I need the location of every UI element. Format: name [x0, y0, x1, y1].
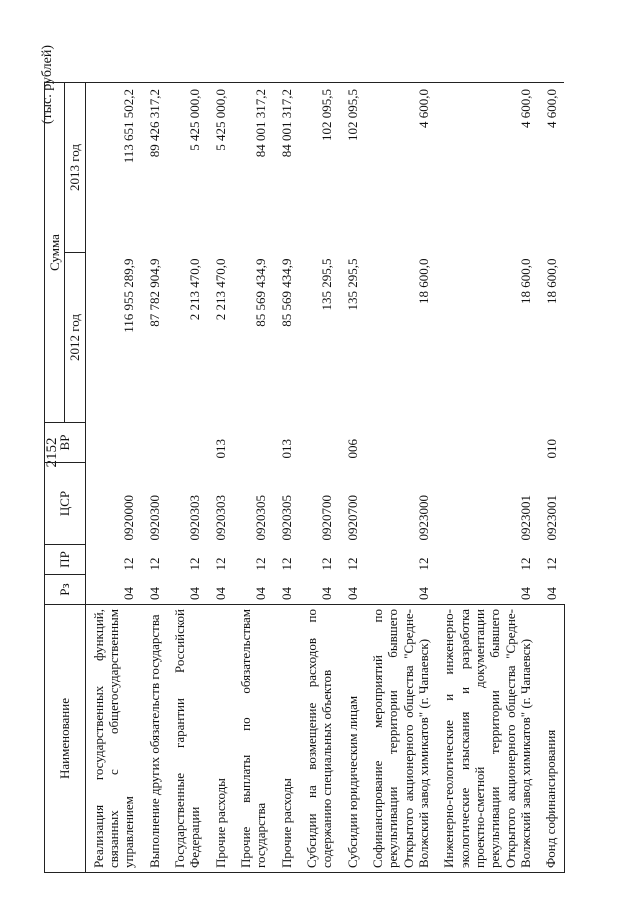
row-rz: 04: [187, 587, 203, 600]
row-rz: 04: [543, 587, 559, 600]
header-year-2013: 2013 год: [65, 83, 85, 253]
row-csr: 0920700: [319, 495, 335, 541]
row-name: Фонд софинансирования: [538, 605, 564, 873]
table-row: [208, 83, 233, 873]
row-csr: 0920303: [187, 495, 203, 541]
row-sum-2012: 85 569 434,9: [278, 258, 294, 327]
row-sum-2013: 84 001 317,2: [274, 83, 299, 253]
budget-table: [44, 82, 565, 873]
row-pr: 12: [517, 557, 533, 571]
row-name: Выполнение других обязательств государства: [142, 605, 167, 873]
row-sum-2012: 2 213 470,0: [187, 258, 203, 321]
row-rz: 04: [517, 587, 533, 600]
row-sum-2013: 113 651 502,2: [85, 83, 141, 253]
row-sum-2013: 4 600,0: [538, 83, 564, 253]
row-vr: [365, 423, 436, 463]
row-sum-2012: 18 600,0: [543, 258, 559, 304]
header-year-2012: 2012 год: [65, 253, 85, 423]
row-vr: 006: [344, 439, 360, 459]
row-sum-2013: 102 095,5: [299, 83, 340, 253]
row-sum-2013: 102 095,5: [340, 83, 365, 253]
row-pr: 12: [146, 557, 162, 571]
header-pr: ПР: [45, 545, 86, 575]
row-csr: 0920300: [146, 495, 162, 541]
table-body: [85, 83, 564, 873]
row-csr: 0923000: [415, 495, 431, 541]
table-row: [233, 83, 274, 873]
row-pr: 12: [319, 557, 335, 571]
row-vr: [436, 423, 538, 463]
row-rz: 04: [146, 587, 162, 600]
row-pr: 12: [212, 557, 228, 571]
table-row: [167, 83, 208, 873]
row-sum-2012: 87 782 904,9: [146, 258, 162, 327]
table-row: [299, 83, 340, 873]
row-vr: [167, 423, 208, 463]
row-name: Государственные гарантии Российской Федерации: [167, 605, 208, 873]
row-sum-2012: 85 569 434,9: [253, 258, 269, 327]
header-vr: ВР: [45, 423, 86, 463]
row-csr: 0920000: [121, 495, 137, 541]
row-csr: 0920305: [278, 495, 294, 541]
row-name: Субсидии на возмещение расходов по содержанию специальных объектов: [299, 605, 340, 873]
row-vr: [299, 423, 340, 463]
table-row: [436, 83, 538, 873]
row-rz: 04: [121, 587, 137, 600]
row-csr: 0923001: [517, 495, 533, 541]
row-vr: [142, 423, 167, 463]
row-sum-2013: 84 001 317,2: [233, 83, 274, 253]
row-vr: 013: [278, 439, 294, 459]
table-row: [142, 83, 167, 873]
row-name: Субсидии юридическим лицам: [340, 605, 365, 873]
row-name: Прочие выплаты по обязательствам государства: [233, 605, 274, 873]
header-rz: Рз: [45, 575, 86, 605]
header-name: Наименование: [45, 605, 86, 873]
row-name: Прочие расходы: [208, 605, 233, 873]
row-sum-2012: 18 600,0: [415, 258, 431, 304]
row-sum-2012: 2 213 470,0: [212, 258, 228, 321]
row-pr: 12: [121, 557, 137, 571]
header-csr: ЦСР: [45, 463, 86, 545]
row-vr: 010: [543, 439, 559, 459]
row-pr: 12: [344, 557, 360, 571]
row-csr: 0923001: [543, 495, 559, 541]
row-csr: 0920700: [344, 495, 360, 541]
row-sum-2012: 135 295,5: [344, 258, 360, 311]
row-name: Реализация государственных функций, связанных с общегосударственным управлением: [85, 605, 141, 873]
row-sum-2012: 18 600,0: [517, 258, 533, 304]
row-rz: 04: [278, 587, 294, 600]
row-name: Софинансирование мероприятий по рекультивации территории бывшего Открытого акционерного общества "Средне-Волжский завод химикатов" (г. Чапаевск): [365, 605, 436, 873]
header-sum: Сумма: [45, 83, 65, 423]
row-rz: 04: [253, 587, 269, 600]
row-vr: 013: [212, 439, 228, 459]
row-csr: 0920303: [212, 495, 228, 541]
row-sum-2012: 135 295,5: [319, 258, 335, 311]
row-pr: 12: [543, 557, 559, 571]
row-vr: [233, 423, 274, 463]
row-csr: 0920305: [253, 495, 269, 541]
table-row: [365, 83, 436, 873]
row-sum-2013: 89 426 317,2: [142, 83, 167, 253]
row-name: Прочие расходы: [274, 605, 299, 873]
table-row: [274, 83, 299, 873]
table-row: [340, 83, 365, 873]
row-sum-2013: 4 600,0: [436, 83, 538, 253]
row-vr: [85, 423, 141, 463]
page-number: 2152: [44, 437, 60, 468]
row-pr: 12: [415, 557, 431, 571]
table-row: [85, 83, 141, 873]
row-sum-2013: 5 425 000,0: [167, 83, 208, 253]
row-rz: 04: [344, 587, 360, 600]
row-rz: 04: [415, 587, 431, 600]
row-sum-2013: 4 600,0: [365, 83, 436, 253]
row-rz: 04: [212, 587, 228, 600]
row-rz: 04: [319, 587, 335, 600]
row-sum-2012: 116 955 289,9: [121, 258, 137, 333]
row-pr: 12: [253, 557, 269, 571]
row-pr: 12: [187, 557, 203, 571]
row-name: Инженерно-геологические и инженерно-экологические изыскания и разработка проектно-сметной документации рекультивации территории бывшего Открытого акционерного общества "Средне-Волжский завод химикатов" (г. Чапаевск): [436, 605, 538, 873]
row-sum-2013: 5 425 000,0: [208, 83, 233, 253]
table-row: [538, 83, 564, 873]
unit-note: (тыс. рублей): [40, 45, 55, 125]
row-pr: 12: [278, 557, 294, 571]
